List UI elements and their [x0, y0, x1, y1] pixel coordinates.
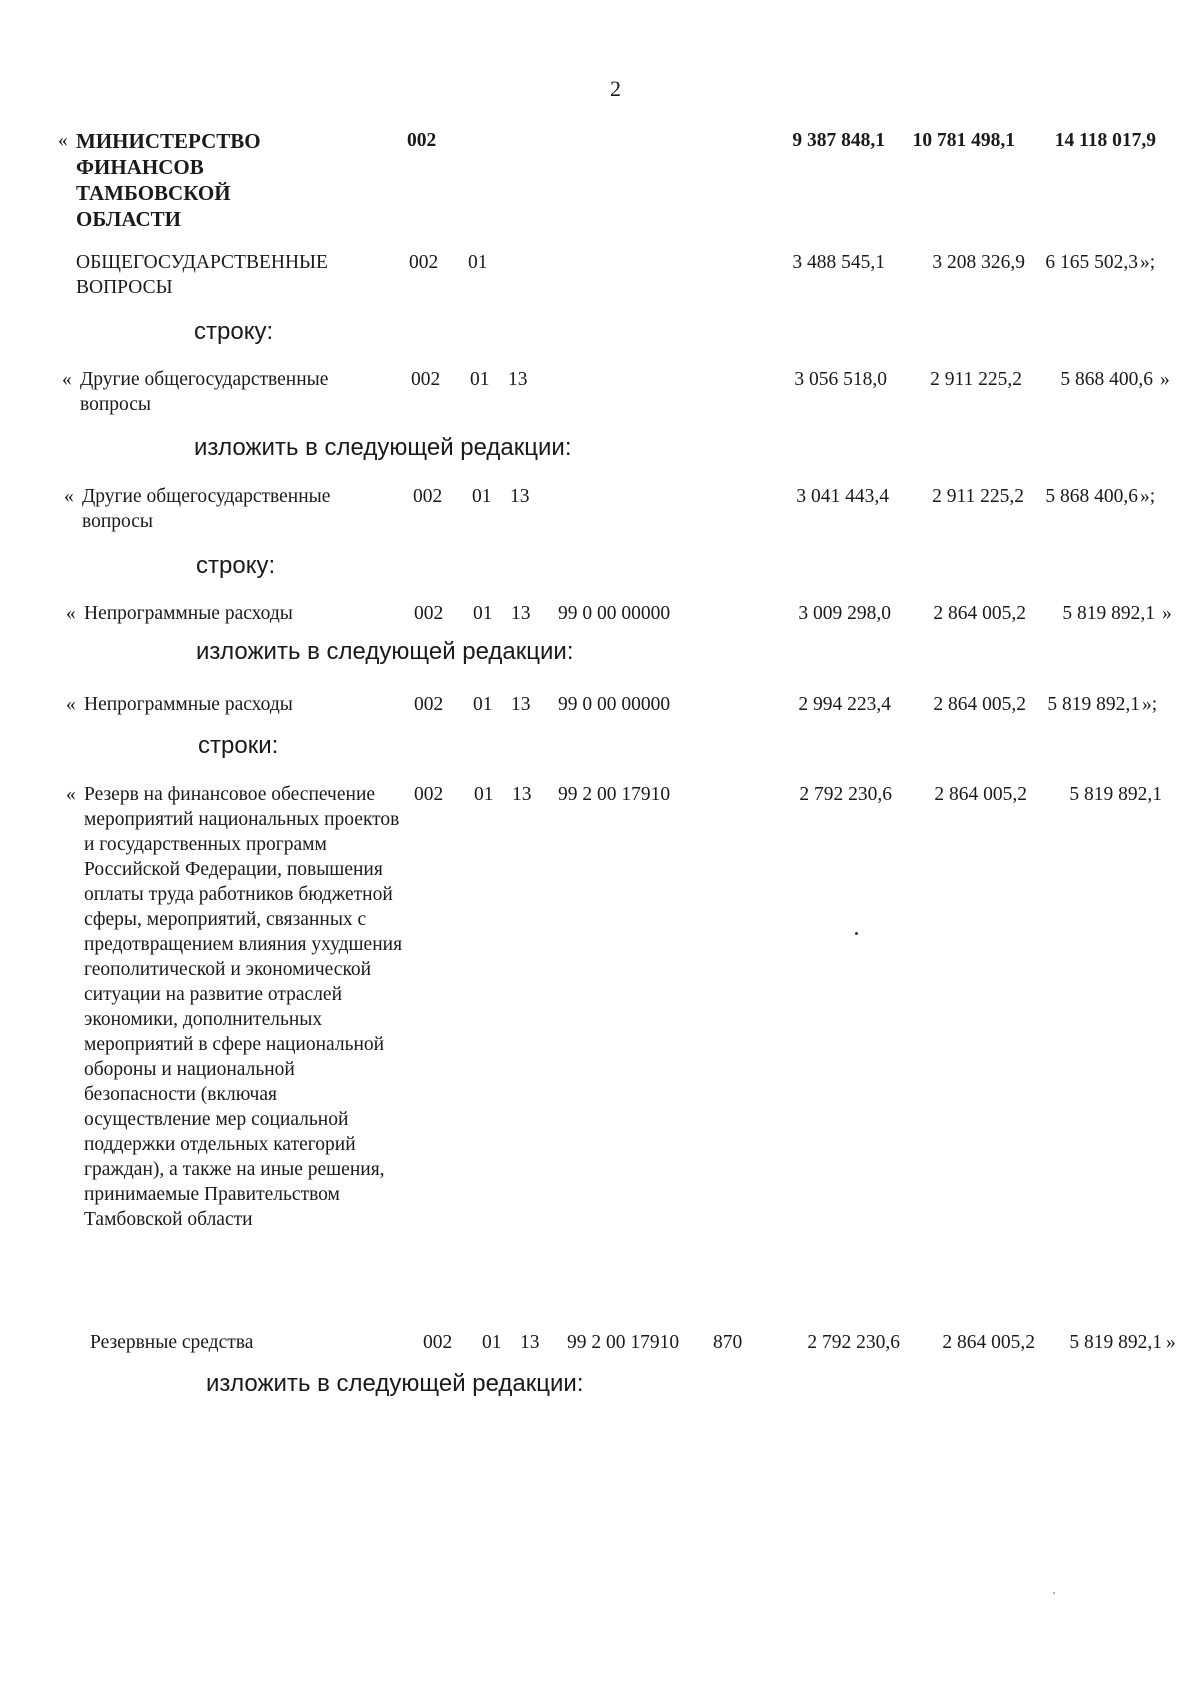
value-2024: 2 864 005,2: [933, 694, 1026, 715]
value-2024: 2 864 005,2: [942, 1332, 1035, 1353]
code-rz: 01: [470, 369, 490, 390]
code-pr: 13: [511, 694, 531, 715]
code-pr: 13: [520, 1332, 540, 1353]
row-name: Непрограммные расходы: [84, 603, 293, 624]
quote-mark: «: [66, 784, 76, 805]
code-pr: 13: [512, 784, 532, 805]
code-pr: 13: [511, 603, 531, 624]
value-2023: 3 056 518,0: [794, 369, 887, 390]
value-2025: 5 819 892,1: [1069, 1332, 1162, 1353]
value-2023: 9 387 848,1: [792, 130, 885, 151]
code-pr: 13: [510, 486, 530, 507]
code-gr: 002: [411, 369, 441, 390]
value-2024: 2 864 005,2: [934, 784, 1027, 805]
value-2025: 5 819 892,1: [1062, 603, 1155, 624]
code-csr: 99 2 00 17910: [558, 784, 671, 805]
value-2025: 5 868 400,6: [1045, 486, 1138, 507]
code-gr: 002: [414, 784, 444, 805]
value-2023: 2 792 230,6: [807, 1332, 900, 1353]
value-2023: 3 488 545,1: [792, 252, 885, 273]
amendment-intro: изложить в следующей редакции:: [206, 1370, 584, 1397]
code-vr: 870: [713, 1332, 743, 1353]
code-gr: 002: [407, 130, 437, 151]
page-number: 2: [610, 76, 621, 101]
code-csr: 99 0 00 00000: [558, 694, 671, 715]
amendment-intro: строки:: [198, 732, 279, 759]
row-name: ОБЩЕГОСУДАРСТВЕННЫЕ ВОПРОСЫ: [76, 252, 328, 298]
closing-quote: »;: [1140, 486, 1156, 507]
code-rz: 01: [473, 694, 493, 715]
value-2023: 3 041 443,4: [796, 486, 889, 507]
value-2024: 2 911 225,2: [930, 369, 1022, 390]
quote-mark: «: [62, 369, 72, 390]
code-rz: 01: [474, 784, 494, 805]
row-name: Другие общегосударственные вопросы: [80, 369, 329, 415]
closing-quote: »: [1162, 603, 1172, 624]
quote-mark: «: [58, 130, 68, 151]
value-2023: 2 792 230,6: [799, 784, 892, 805]
value-2023: 3 009 298,0: [798, 603, 891, 624]
code-rz: 01: [482, 1332, 502, 1353]
row-name: Резерв на финансовое обеспечение мероприятий национальных проектов и государственных программ Российской Федерации, повышения оплаты труда работников бюджетной сферы, мероприятий, связанных с предотвращением влияния ухудшения геополитической и экономической ситуации на развитие отраслей экономики, дополнительных мероприятий в сфере национальной обороны и национальной безопасности (включая осуществление мер социальной поддержки отдельных категорий граждан), а также на иные решения, принимаемые Правительством Тамбовской области: [84, 784, 403, 1230]
code-gr: 002: [409, 252, 439, 273]
value-2024: 3 208 326,9: [932, 252, 1025, 273]
scan-speck: [855, 932, 858, 935]
closing-quote: »: [1166, 1332, 1176, 1353]
closing-quote: »;: [1142, 694, 1158, 715]
value-2024: 10 781 498,1: [912, 130, 1015, 151]
quote-mark: «: [66, 694, 76, 715]
code-csr: 99 0 00 00000: [558, 603, 671, 624]
code-gr: 002: [414, 694, 444, 715]
amendment-intro: строку:: [194, 318, 274, 345]
code-gr: 002: [413, 486, 443, 507]
value-2025: 6 165 502,3: [1045, 252, 1138, 273]
closing-quote: »: [1160, 369, 1170, 390]
scan-speck: [1053, 1592, 1055, 1594]
code-gr: 002: [414, 603, 444, 624]
code-rz: 01: [472, 486, 492, 507]
code-pr: 13: [508, 369, 528, 390]
amendment-intro: строку:: [196, 552, 276, 579]
amendment-intro: изложить в следующей редакции:: [196, 638, 574, 665]
row-name: Резервные средства: [90, 1332, 254, 1353]
row-name: Непрограммные расходы: [84, 694, 293, 715]
value-2025: 5 868 400,6: [1060, 369, 1153, 390]
quote-mark: «: [66, 603, 76, 624]
code-rz: 01: [473, 603, 493, 624]
quote-mark: «: [64, 486, 74, 507]
row-name: Другие общегосударственные вопросы: [82, 486, 331, 532]
value-2025: 5 819 892,1: [1069, 784, 1162, 805]
closing-quote: »;: [1140, 252, 1156, 273]
value-2025: 5 819 892,1: [1047, 694, 1140, 715]
code-csr: 99 2 00 17910: [567, 1332, 680, 1353]
value-2023: 2 994 223,4: [798, 694, 891, 715]
value-2024: 2 864 005,2: [933, 603, 1026, 624]
value-2024: 2 911 225,2: [932, 486, 1024, 507]
code-gr: 002: [423, 1332, 453, 1353]
value-2025: 14 118 017,9: [1054, 130, 1156, 151]
amendment-intro: изложить в следующей редакции:: [194, 434, 572, 461]
row-name: МИНИСТЕРСТВО ФИНАНСОВ ТАМБОВСКОЙ ОБЛАСТИ: [76, 129, 261, 231]
code-rz: 01: [468, 252, 488, 273]
